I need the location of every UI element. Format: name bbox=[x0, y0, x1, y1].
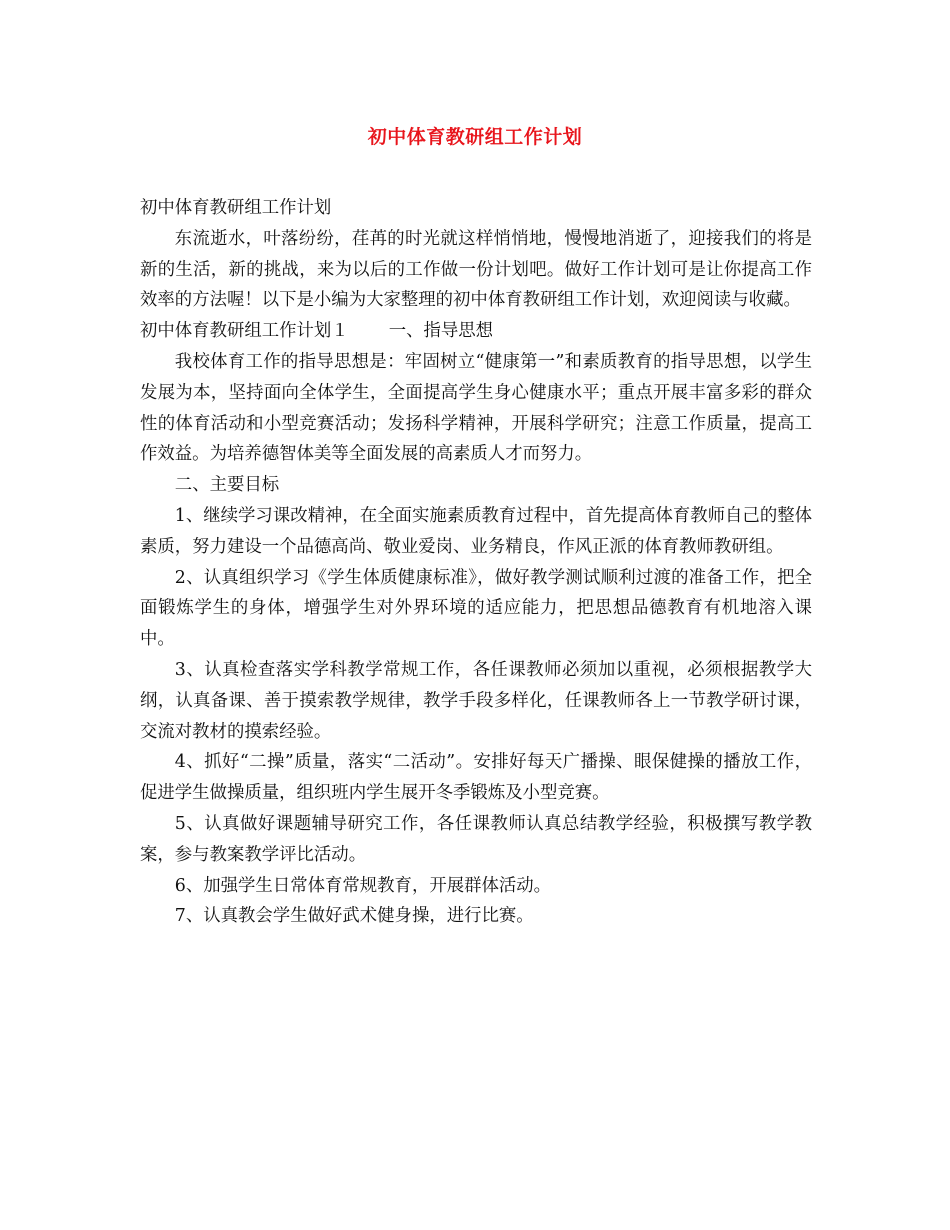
section-heading-1: 一、指导思想 bbox=[388, 321, 494, 342]
plan-heading: 初中体育教研组工作计划１ bbox=[140, 321, 349, 342]
document-subtitle: 初中体育教研组工作计划 bbox=[140, 198, 332, 218]
document-body bbox=[140, 193, 812, 932]
goal-item: 2、认真组织学习《学生体质健康标准》，做好教学测试顺利过渡的准备工作，把全面锻炼学生的身体，增强学生对外界环境的适应能力，把思想品德教育有机地溶入课中。 bbox=[140, 567, 812, 650]
goal-item: 1、继续学习课改精神，在全面实施素质教育过程中，首先提高体育教师自己的整体素质，努力建设一个品德高尚、敬业爱岗、业务精良，作风正派的体育教师教研组。 bbox=[140, 505, 812, 557]
goal-item: 7、认真教会学生做好武术健身操，进行比赛。 bbox=[174, 906, 534, 927]
plan-heading-line bbox=[140, 316, 812, 347]
intro-paragraph: 东流逝水，叶落纷纷，荏苒的时光就这样悄悄地，慢慢地消逝了，迎接我们的将是新的生活，新的挑战，来为以后的工作做一份计划吧。做好工作计划可是让你提高工作效率的方法喔！以下是小编为大家整理的初中体育教研组工作计划，欢迎阅读与收藏。 bbox=[140, 228, 812, 311]
section-heading-2: 二、主要目标 bbox=[174, 475, 280, 496]
goal-item: 5、认真做好课题辅导研究工作，各任课教师认真总结教学经验，积极撰写教学教案，参与教案教学评比活动。 bbox=[140, 813, 812, 865]
guiding-ideology-paragraph: 我校体育工作的指导思想是：牢固树立“健康第一”和素质教育的指导思想，以学生发展为本，坚持面向全体学生，全面提高学生身心健康水平；重点开展丰富多彩的群众性的体育活动和小型竞赛活动；发扬科学精神，开展科学研究；注意工作质量，提高工作效益。为培养德智体美等全面发展的高素质人才而努力。 bbox=[140, 351, 812, 465]
document-title: 初中体育教研组工作计划 bbox=[367, 126, 583, 148]
goal-item: 4、抓好“二操”质量，落实“二活动”。安排好每天广播操、眼保健操的播放工作，促进学生做操质量，组织班内学生展开冬季锻炼及小型竞赛。 bbox=[140, 752, 812, 804]
goal-item: 6、加强学生日常体育常规教育，开展群体活动。 bbox=[174, 875, 552, 896]
goal-item: 3、认真检查落实学科教学常规工作，各任课教师必须加以重视，必须根据教学大纲，认真备课、善于摸索教学规律，教学手段多样化，任课教师各上一节教学研讨课，交流对教材的摸索经验。 bbox=[140, 659, 812, 742]
